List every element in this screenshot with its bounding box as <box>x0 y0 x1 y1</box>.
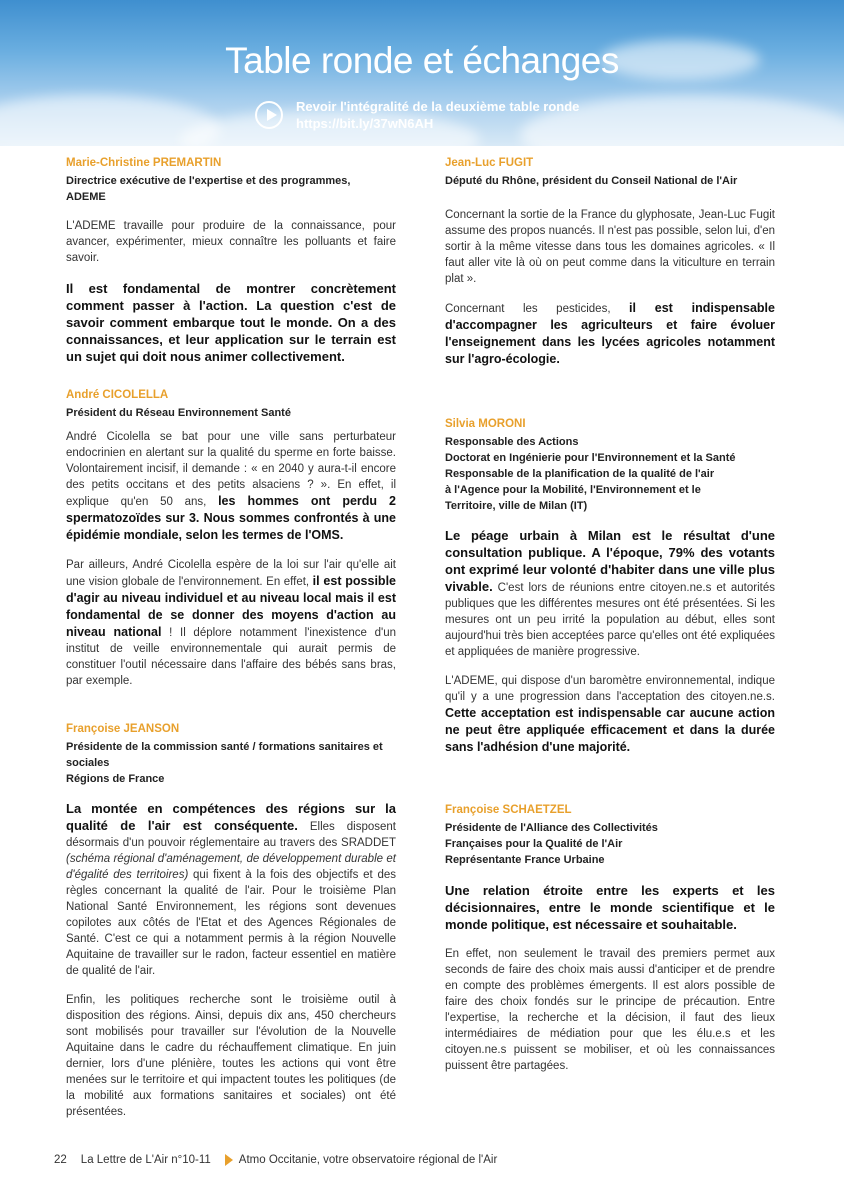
speaker-cicolella <box>66 389 396 689</box>
speaker-moroni <box>445 418 775 756</box>
paragraph: Par ailleurs, André Cicolella espère de la loi sur l'air qu'elle ait une vision globale de l'environnement. En effet, il est possible d'agir au niveau individuel et au niveau local mais il est fondamental de se donner des moyens d'action au niveau national ! Il déplore notamment l'inexistence d'un institut de veille environnementale qui aurait permis de constituer l'outil nécessaire dans l'affaire des bébés sans bras, par exemple. <box>66 559 396 687</box>
speaker-premartin <box>66 157 396 365</box>
speaker-name: Jean-Luc FUGIT <box>445 157 534 169</box>
speaker-org: ADEME <box>66 191 106 203</box>
publication-name: La Lettre de L'Air n°10-11 <box>80 1154 211 1166</box>
paragraph: Le péage urbain à Milan est le résultat d'une consultation publique. A l'époque, 79% des votants ont exprimé leur volonté d'habiter dans une ville plus vivable. C'est lors de réunions entre citoyen.ne.s et autorités publiques que les différentes mesures ont été présentées. Si les mesures ont un peu irrité la population au début, elles sont aujourd'hui très bien acceptées parce qu'elles ont été expliquées et appliquées de manière progressive. <box>445 528 775 658</box>
page-title: Table ronde et échanges <box>225 40 619 81</box>
paragraph: Enfin, les politiques recherche sont le troisième outil à disposition des régions. Ainsi, depuis dix ans, 450 chercheurs sont mobilisés pour travailler sur l'évolution de la Nouvelle Aquitaine dans le cadre du réchauffement climatique. En juin dernier, lors d'une plénière, toutes les actions qui vont être menées sur le territoire et qui impactent toutes les politiques (de la mobilité aux formations sanitaires et sociales) ont été présentées. <box>66 994 396 1118</box>
speaker-org: Territoire, ville de Milan (IT) <box>445 500 588 512</box>
speaker-name: Françoise SCHAETZEL <box>445 804 572 816</box>
play-icon[interactable] <box>255 101 283 129</box>
lead-paragraph: Une relation étroite entre les experts et les décisionnaires, entre le monde scientifique et le monde politique, est nécessaire et souhaitable. <box>445 883 775 932</box>
replay-link-label: Revoir l'intégralité de la deuxième table ronde <box>296 99 580 114</box>
speaker-schaetzel <box>445 804 775 1074</box>
speaker-fugit <box>445 157 775 368</box>
left-column <box>66 157 396 1120</box>
paragraph: L'ADEME travaille pour produire de la connaissance, pour avancer, expérimenter, mieux connaître les polluants et faire savoir. <box>66 220 396 264</box>
paragraph: André Cicolella se bat pour une ville sans perturbateur endocrinien en alertant sur la qualité du sperme en forte baisse. Volontairement incisif, il demande : « en 2040 y aura-t-il encore des petits occitans et des petits alsaciens ? ». En effet, il explique qu'en 50 ans, les hommes ont perdu 2 spermatozoïdes sur 3. Nous sommes confrontés à une épidémie mondiale, selon les termes de l'OMS. <box>66 431 396 542</box>
page-number: 22 <box>54 1154 67 1166</box>
speaker-role: Responsable des Actions <box>445 436 579 448</box>
page-footer <box>54 1154 497 1166</box>
footer-tagline: Atmo Occitanie, votre observatoire régional de l'Air <box>238 1154 498 1166</box>
speaker-org: Représentante France Urbaine <box>445 854 605 866</box>
speaker-role: Directrice exécutive de l'expertise et des programmes, <box>66 175 351 187</box>
paragraph: Concernant la sortie de la France du glyphosate, Jean-Luc Fugit assume des propos nuancés. Il n'est pas possible, selon lui, d'en sortir à la même vitesse dans tous les domaines agricoles. « Il faut aller vite là où on peut comme dans la viticulture en terrain plat ». <box>445 209 775 285</box>
speaker-role: Doctorat en Ingénierie pour l'Environnement et la Santé <box>445 452 736 464</box>
speaker-role: Présidente de l'Alliance des Collectivités <box>445 822 658 834</box>
paragraph: La montée en compétences des régions sur la qualité de l'air est conséquente. Elles disposent désormais d'un pouvoir réglementaire au travers des SRADDET (schéma régional d'aménagement, de développement durable et d'égalité des territoires) qui fixent à la fois des objectifs et des règles concernant la qualité de l'air. Pour le troisième Plan National Santé Environnement, les régions sont devenues copilotes aux côtés de l'Etat et des Agences Régionales de Santé. C'est ce qui a notamment permis à la région Nouvelle Aquitaine de travailler sur le radon, facteur essentiel en matière de qualité de l'air. <box>66 801 397 977</box>
speaker-role: Présidente de la commission santé / formations sanitaires et sociales <box>66 741 383 769</box>
paragraph: Concernant les pesticides, il est indispensable d'accompagner les agriculteurs et faire évoluer l'enseignement dans les lycées agricoles notamment sur l'agro-écologie. <box>445 301 775 366</box>
speaker-name: Silvia MORONI <box>445 418 526 430</box>
paragraph: En effet, non seulement le travail des premiers permet aux seconds de faire des choix mais aussi d'anticiper et de prendre en compte des problèmes émergents. Il est alors possible de faire des choix fondés sur le principe de précaution. Entre l'expertise, la recherche et la décision, il faut des lieux intermédiaires de médiation pour que les élu.e.s et les citoyen.ne.s puissent se mobiliser, et où les connaissances puissent être partagées. <box>445 948 775 1072</box>
speaker-role: Responsable de la planification de la qualité de l'air <box>445 468 715 480</box>
replay-link[interactable] <box>296 98 579 132</box>
paragraph: L'ADEME, qui dispose d'un baromètre environnemental, indique qu'il y a une progression dans l'acceptation des citoyen.ne.s. Cette acceptation est indispensable car aucune action ne peut être appliquée efficacement et dans la durée sans l'adhésion d'une majorité. <box>445 675 775 754</box>
speaker-name: Marie-Christine PREMARTIN <box>66 157 222 169</box>
replay-link-url[interactable]: https://bit.ly/37wN6AH <box>296 116 434 131</box>
speaker-name: André CICOLELLA <box>66 389 169 401</box>
speaker-name: Françoise JEANSON <box>66 723 180 735</box>
speaker-org: Régions de France <box>66 773 165 785</box>
speaker-jeanson <box>66 723 396 1120</box>
lead-paragraph: Il est fondamental de montrer concrètement comment passer à l'action. La question c'est de savoir comment embarque tout le monde. On a des connaissances, et leur application sur le terrain est un sujet qui doit nous animer collectivement. <box>66 281 396 364</box>
speaker-role: Président du Réseau Environnement Santé <box>66 407 291 419</box>
speaker-role: Françaises pour la Qualité de l'Air <box>445 838 623 850</box>
header-banner <box>0 0 844 146</box>
speaker-role: à l'Agence pour la Mobilité, l'Environnement et le <box>445 484 701 496</box>
speaker-role: Député du Rhône, président du Conseil National de l'Air <box>445 175 738 187</box>
arrow-right-icon <box>225 1154 233 1166</box>
right-column <box>445 157 775 1074</box>
